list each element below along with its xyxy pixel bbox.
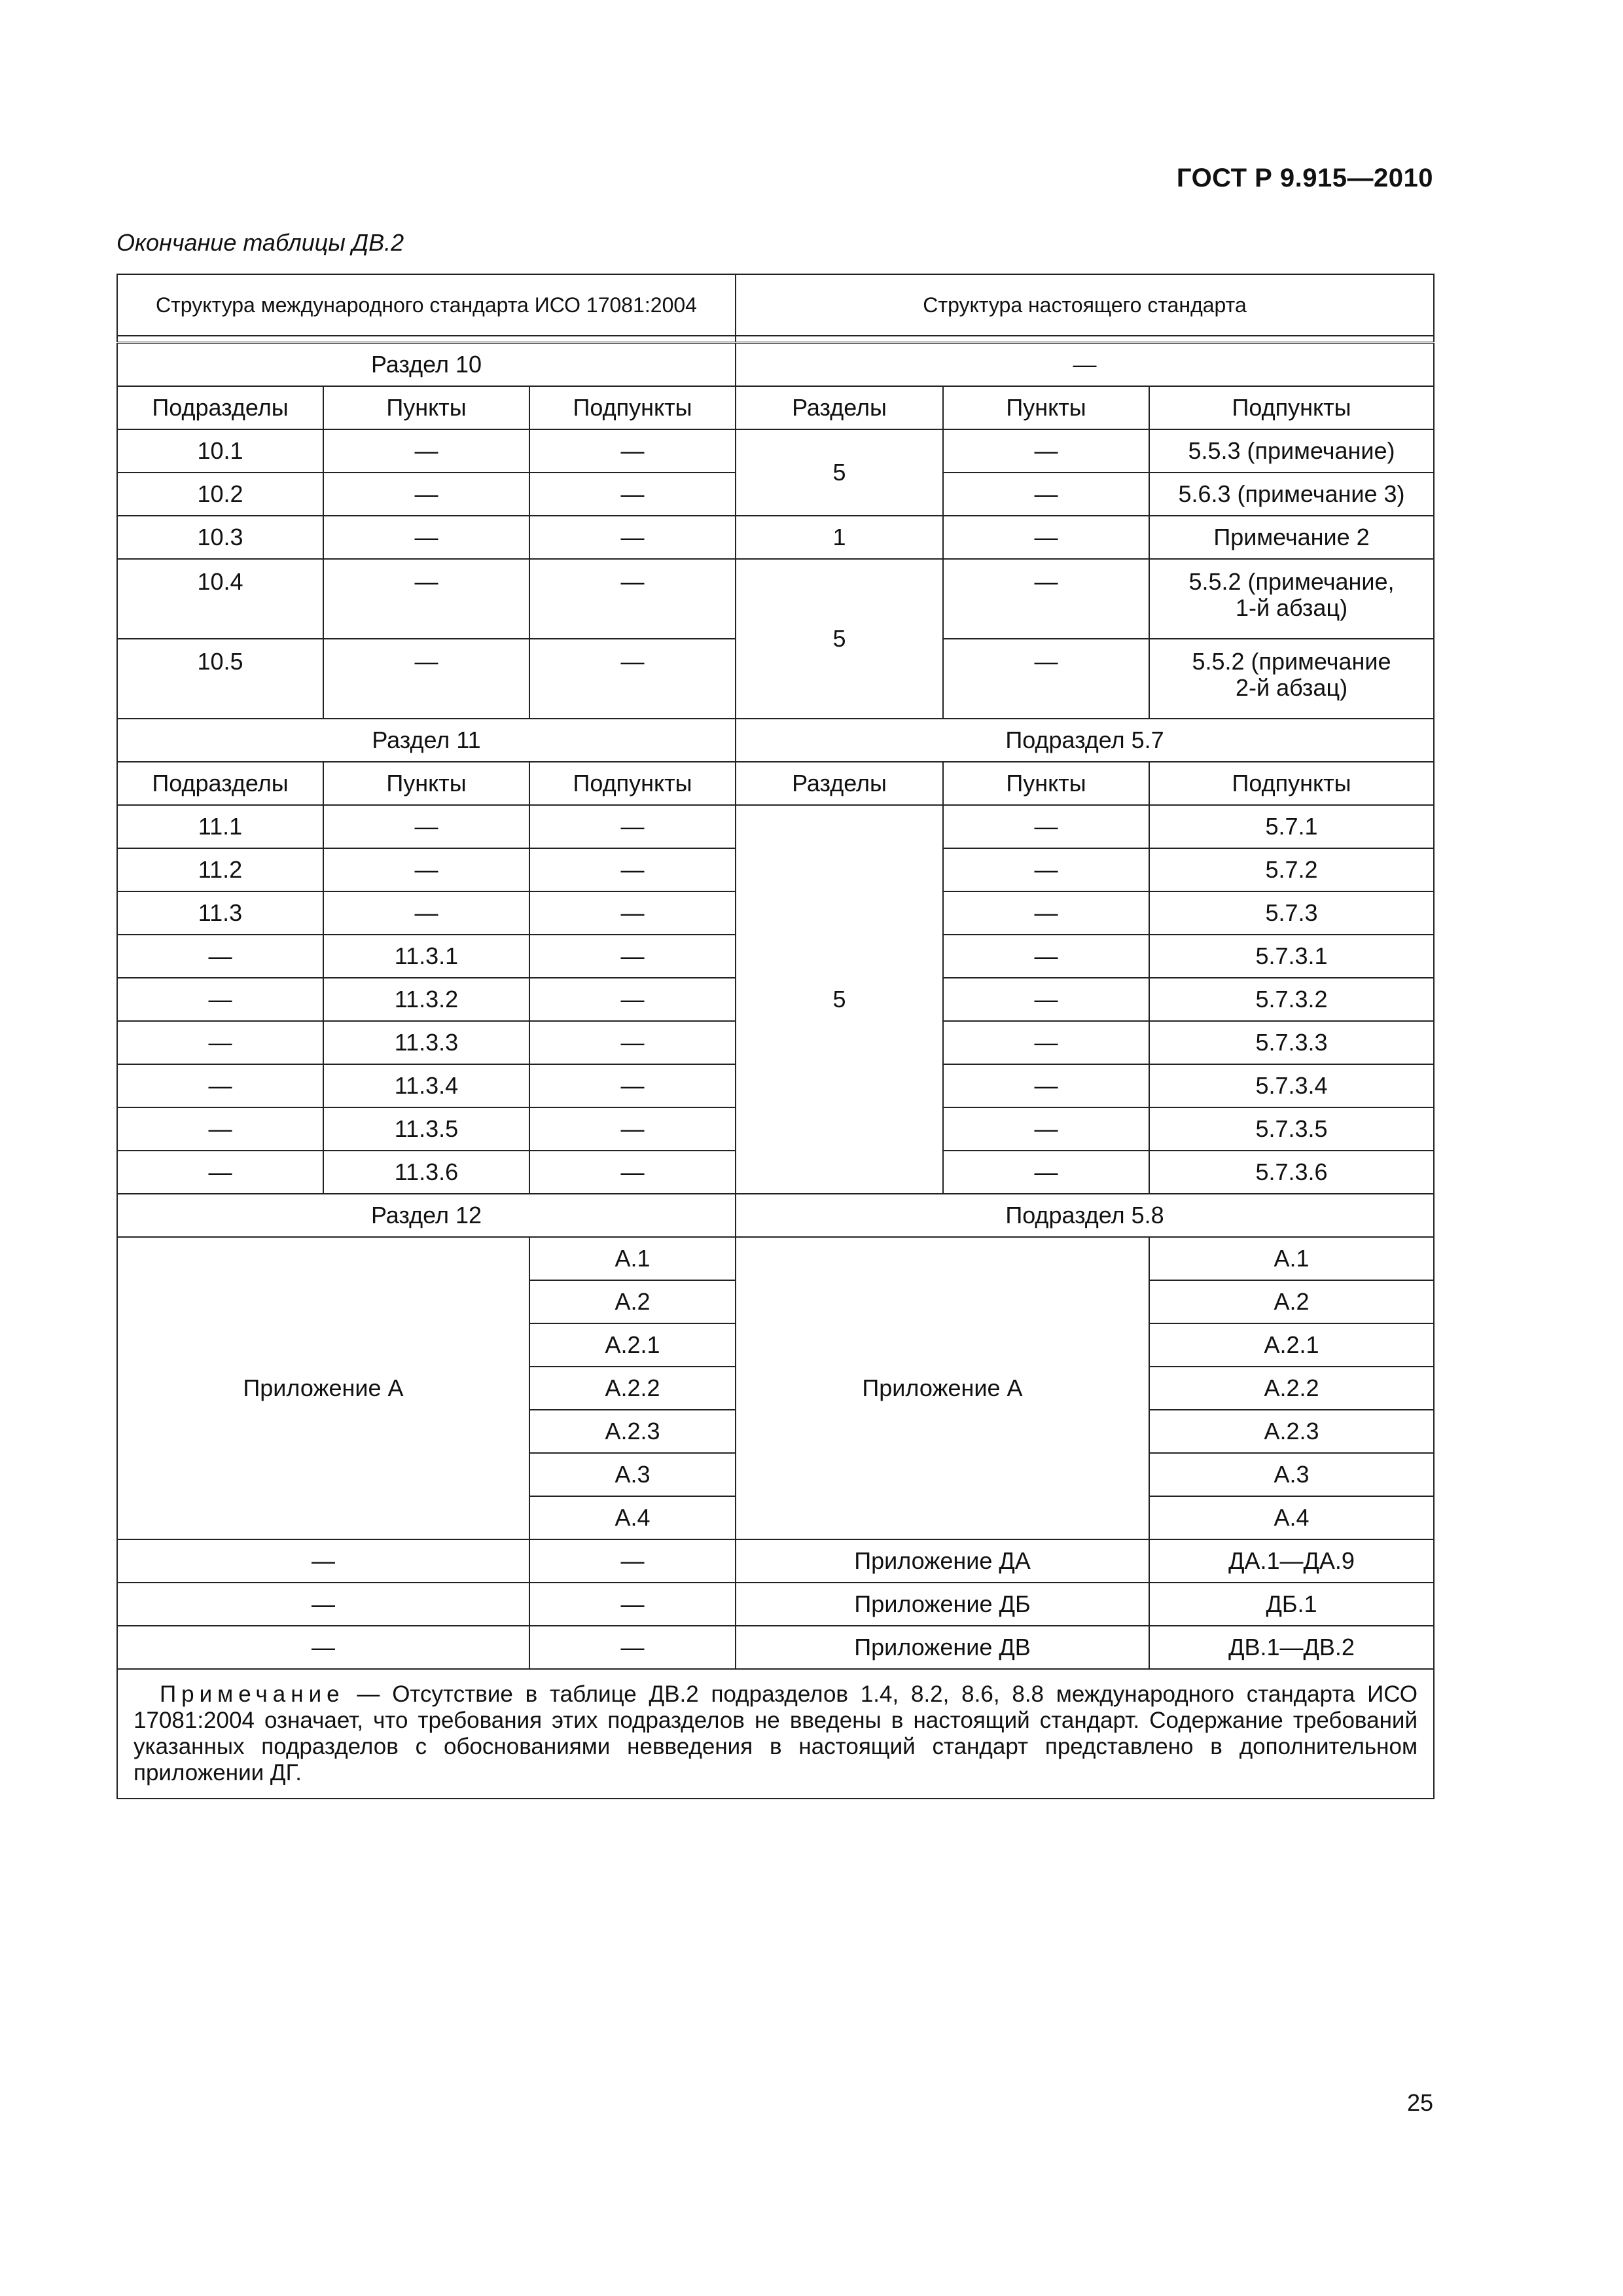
cell: — (943, 1107, 1149, 1151)
cell-line: 1-й абзац) (1235, 594, 1348, 621)
cell: А.3 (1149, 1453, 1434, 1496)
section-11-title: Раздел 11 (117, 719, 736, 762)
cell: А.2 (1149, 1280, 1434, 1323)
cell: 11.3.2 (323, 978, 529, 1021)
note-label: Примечание (160, 1681, 345, 1707)
cell: А.2.2 (1149, 1367, 1434, 1410)
cell: 5.7.1 (1149, 805, 1434, 848)
cell: 5.7.3.3 (1149, 1021, 1434, 1064)
cell: — (529, 805, 736, 848)
col-label: Разделы (736, 386, 943, 429)
cell: 11.3.1 (323, 935, 529, 978)
cell: — (529, 1626, 736, 1669)
cell: — (943, 1021, 1149, 1064)
header-international: Структура международного стандарта ИСО 17081:2004 (117, 274, 736, 336)
cell: — (943, 1151, 1149, 1194)
section-12-right-title: Подраздел 5.8 (736, 1194, 1434, 1237)
cell: — (117, 1583, 529, 1626)
cell: — (117, 1064, 323, 1107)
cell: А.3 (529, 1453, 736, 1496)
cell: — (529, 978, 736, 1021)
cell: 11.3.3 (323, 1021, 529, 1064)
cell: ДБ.1 (1149, 1583, 1434, 1626)
document-code: ГОСТ Р 9.915—2010 (1176, 164, 1433, 192)
cell: — (943, 935, 1149, 978)
cell: А.1 (529, 1237, 736, 1280)
cell: А.4 (529, 1496, 736, 1539)
col-label: Подпункты (529, 762, 736, 805)
cell: А.2.1 (1149, 1323, 1434, 1367)
col-label: Пункты (323, 762, 529, 805)
cell: — (117, 978, 323, 1021)
cell-merged: 5 (736, 805, 943, 1194)
cell-merged: 5 (736, 429, 943, 516)
section-11-right-title: Подраздел 5.7 (736, 719, 1434, 762)
table-caption: Окончание таблицы ДВ.2 (116, 229, 404, 256)
cell: — (943, 848, 1149, 891)
table-row (117, 516, 1434, 559)
cell: — (529, 559, 736, 639)
table-row (117, 1237, 1434, 1280)
section-10-title: Раздел 10 (117, 343, 736, 387)
cell: 10.5 (117, 639, 323, 719)
cell: 5.7.3 (1149, 891, 1434, 935)
section-title-row (117, 343, 1434, 387)
cell: 5.5.3 (примечание) (1149, 429, 1434, 473)
cell: — (323, 559, 529, 639)
col-label: Пункты (323, 386, 529, 429)
cell: ДА.1—ДА.9 (1149, 1539, 1434, 1583)
header-separator (117, 336, 1434, 343)
cell: 5.7.3.6 (1149, 1151, 1434, 1194)
cell: 5.7.3.2 (1149, 978, 1434, 1021)
col-label: Пункты (943, 762, 1149, 805)
cell: 5.7.3.5 (1149, 1107, 1434, 1151)
table-row (117, 1583, 1434, 1626)
section-title-row (117, 719, 1434, 762)
cell-line: 5.5.2 (примечание, (1188, 568, 1395, 595)
cell: — (943, 639, 1149, 719)
cell: А.1 (1149, 1237, 1434, 1280)
cell: — (529, 1583, 736, 1626)
cell: — (529, 1539, 736, 1583)
cell: — (323, 429, 529, 473)
cell: 11.3.5 (323, 1107, 529, 1151)
appendix-a-left: Приложение А (117, 1237, 529, 1539)
table-note (117, 1669, 1434, 1799)
cell: 11.3.6 (323, 1151, 529, 1194)
appendix-a-right: Приложение А (736, 1237, 1149, 1539)
cell: А.2.3 (529, 1410, 736, 1453)
cell-merged: 5 (736, 559, 943, 719)
cell: — (529, 1107, 736, 1151)
cell: 1 (736, 516, 943, 559)
cell: — (529, 473, 736, 516)
table-row (117, 1539, 1434, 1583)
cell: — (323, 639, 529, 719)
cell: — (323, 516, 529, 559)
cell: 10.4 (117, 559, 323, 639)
cell: — (323, 848, 529, 891)
cell: 11.2 (117, 848, 323, 891)
cell: А.2.3 (1149, 1410, 1434, 1453)
cell: 5.6.3 (примечание 3) (1149, 473, 1434, 516)
header-national: Структура настоящего стандарта (736, 274, 1434, 336)
correspondence-table (116, 274, 1435, 1799)
col-label: Разделы (736, 762, 943, 805)
cell: — (943, 559, 1149, 639)
cell: 5.7.3.4 (1149, 1064, 1434, 1107)
col-label: Подпункты (1149, 386, 1434, 429)
cell: — (529, 891, 736, 935)
page-number: 25 (1406, 2089, 1433, 2116)
cell-line: 2-й абзац) (1235, 674, 1348, 701)
cell: Примечание 2 (1149, 516, 1434, 559)
cell: 5.7.3.1 (1149, 935, 1434, 978)
cell: Приложение ДВ (736, 1626, 1149, 1669)
cell: 10.1 (117, 429, 323, 473)
table-header-row (117, 274, 1434, 336)
cell: — (529, 429, 736, 473)
cell: 10.3 (117, 516, 323, 559)
cell: 11.3 (117, 891, 323, 935)
table-row (117, 429, 1434, 473)
col-label: Подпункты (529, 386, 736, 429)
cell: — (117, 1021, 323, 1064)
section-title-row (117, 1194, 1434, 1237)
col-label: Пункты (943, 386, 1149, 429)
table-row (117, 805, 1434, 848)
col-label: Подпункты (1149, 762, 1434, 805)
cell-multiline (1149, 559, 1434, 639)
cell: — (117, 1107, 323, 1151)
column-labels-row (117, 386, 1434, 429)
cell-multiline (1149, 639, 1434, 719)
cell: А.2 (529, 1280, 736, 1323)
cell: — (323, 805, 529, 848)
section-12-title: Раздел 12 (117, 1194, 736, 1237)
cell: — (529, 516, 736, 559)
cell: 11.3.4 (323, 1064, 529, 1107)
cell: — (117, 1539, 529, 1583)
note-text: — Отсутствие в таблице ДВ.2 подразделов 1.4, 8.2, 8.6, 8.8 международного стандарта ИСО 17081:2004 означает, что требования этих подразделов не введены в настоящий стандарт. Содержание требований указанных подразделов с обоснованиями невведения в настоящий стандарт представлено в дополнительном приложении ДГ. (134, 1681, 1418, 1785)
table-row (117, 1626, 1434, 1669)
cell: 5.7.2 (1149, 848, 1434, 891)
cell: — (943, 891, 1149, 935)
cell: — (117, 1626, 529, 1669)
cell: 11.1 (117, 805, 323, 848)
cell: А.4 (1149, 1496, 1434, 1539)
cell: Приложение ДА (736, 1539, 1149, 1583)
cell: — (529, 1064, 736, 1107)
column-labels-row (117, 762, 1434, 805)
cell: — (943, 1064, 1149, 1107)
cell: — (529, 935, 736, 978)
cell: — (323, 473, 529, 516)
cell: — (323, 891, 529, 935)
table-row (117, 559, 1434, 639)
col-label: Подразделы (117, 386, 323, 429)
cell: А.2.2 (529, 1367, 736, 1410)
cell-line: 5.5.2 (примечание (1192, 648, 1391, 675)
cell: — (943, 473, 1149, 516)
cell: Приложение ДБ (736, 1583, 1149, 1626)
cell: — (117, 935, 323, 978)
cell: — (943, 516, 1149, 559)
cell: А.2.1 (529, 1323, 736, 1367)
cell: — (529, 1021, 736, 1064)
cell: — (117, 1151, 323, 1194)
cell: 10.2 (117, 473, 323, 516)
cell: — (529, 848, 736, 891)
col-label: Подразделы (117, 762, 323, 805)
cell: — (943, 429, 1149, 473)
cell: — (529, 1151, 736, 1194)
note-row (117, 1669, 1434, 1799)
cell: — (529, 639, 736, 719)
cell: — (943, 805, 1149, 848)
section-10-right-title: — (736, 343, 1434, 387)
cell: — (943, 978, 1149, 1021)
cell: ДВ.1—ДВ.2 (1149, 1626, 1434, 1669)
